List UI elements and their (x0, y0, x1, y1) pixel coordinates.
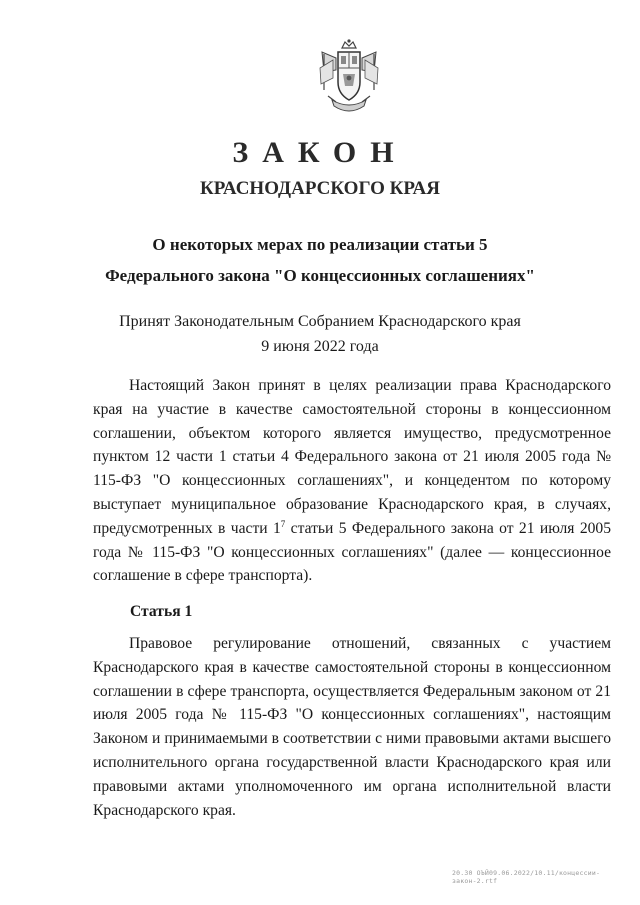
adoption-info (60, 309, 580, 359)
preamble-text-part-1: Настоящий Закон принят в целях реализации права Краснодарского края на участие в качестве самостоятельной стороны в концессионном соглашении, объектом которого является имущество, предусмотренное пунктом 12 части 1 статьи 4 Федерального закона от 21 июля 2005 года № 115-ФЗ "О концессионных соглашениях", и концедентом по которому выступает муниципальное образование Краснодарского края, в случаях, предусмотренных в части 1 (93, 377, 611, 537)
law-name (60, 229, 580, 291)
document-subtitle: КРАСНОДАРСКОГО КРАЯ (199, 178, 441, 199)
file-code: 20.30 ОЪЙ09.06.2022/10.11/концессии-закон-2.rtf (452, 869, 601, 885)
coat-of-arms-icon (318, 38, 380, 118)
preamble-paragraph (93, 374, 611, 588)
adopted-date: 9 июня 2022 года (261, 338, 379, 355)
preamble-superscript: 7 (280, 518, 286, 529)
law-name-line-1: О некоторых мерах по реализации статьи 5 (152, 235, 488, 254)
document-title: ЗАКОН (232, 136, 408, 169)
article-1-paragraph: Правовое регулирование отношений, связанных с участием Краснодарского края в качестве самостоятельной стороны в концессионном соглашении в сфере транспорта, осуществляется Федеральным законом от 21 июля 2005 года № 115-ФЗ "О концессионных соглашениях", настоящим Законом и принимаемыми в соответствии с ними правовыми актами высшего исполнительного органа государственной власти Краснодарского края или правовыми актами уполномоченного им органа исполнительной власти Краснодарского края. (93, 635, 611, 819)
adopted-by: Принят Законодательным Собранием Краснодарского края (119, 313, 521, 330)
preamble-text-part-2: статьи 5 Федерального закона от 21 июля 2005 года № 115-ФЗ "О концессионных соглашениях" (далее — концессионное соглашение в сфере транспорта). (93, 519, 612, 585)
law-name-line-2: Федерального закона "О концессионных соглашениях" (105, 266, 535, 285)
article-1-heading: Статья 1 (130, 603, 193, 620)
